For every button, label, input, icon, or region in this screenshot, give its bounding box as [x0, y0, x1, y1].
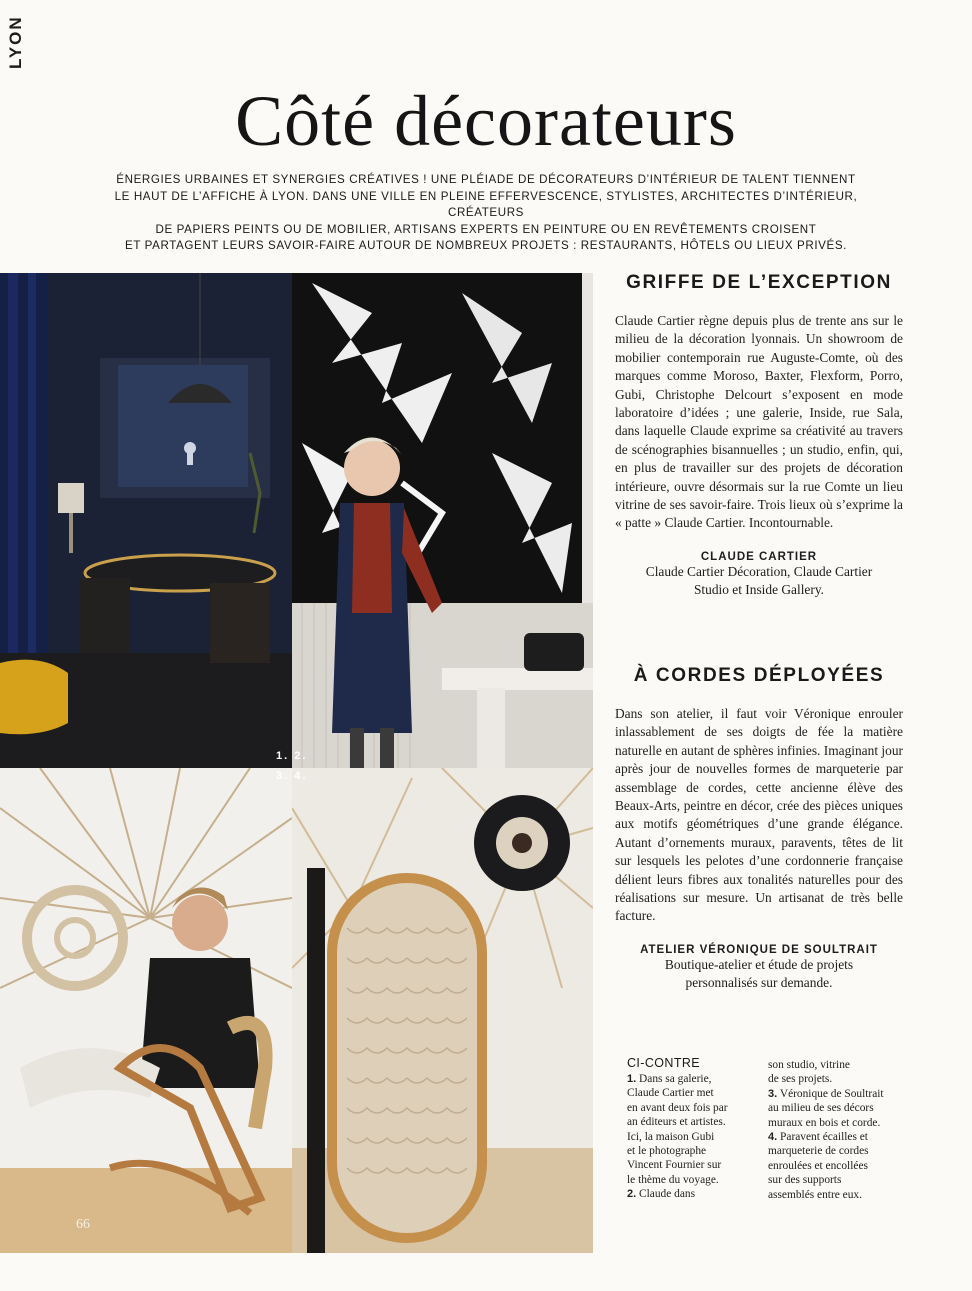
caption-line: Claude Cartier met	[627, 1087, 714, 1100]
deck-line: ÉNERGIES URBAINES ET SYNERGIES CRÉATIVES ! UNE PLÉIADE DE DÉCORATEURS D’INTÉRIEUR DE TALENT TIENNENT	[116, 173, 856, 186]
photo-captions	[627, 1056, 897, 1201]
caption-heading: CI-CONTRE	[627, 1056, 701, 1070]
article-body: Dans son atelier, il faut voir Véronique enrouler inlassablement de ses doigts de fée la matière naturelle en autant de sphères infinies. Imaginant jour après jour de nouvelles formes de marqueterie par assemblage de cordes, cette ancienne élève des Beaux-Arts, peintre en décor, crée des pièces uniques aux motifs géométriques d’une grande élégance. Autant d’ornements muraux, paravents, têtes de lit sur lesquels les pelotes d’une cordonnerie française délient leurs fibres aux tonalités naturelles pour des réalisations sur mesure. Un artisanat de très belle facture.	[615, 706, 903, 924]
photo-index-bottom: 3. 4.	[276, 770, 308, 782]
deck	[100, 172, 872, 255]
caption-line: 2. Claude dans	[627, 1188, 696, 1201]
article-title: GRIFFE DE L’EXCEPTION	[626, 272, 892, 293]
article-title: À CORDES DÉPLOYÉES	[633, 665, 885, 686]
caption-line: 3. Véronique de Soultrait	[768, 1087, 884, 1100]
page-number: 66	[76, 1217, 90, 1232]
caption-line: muraux en bois et corde.	[768, 1116, 881, 1129]
caption-line: Ici, la maison Gubi	[627, 1130, 715, 1143]
credit-line: Claude Cartier Décoration, Claude Cartier	[645, 563, 873, 579]
caption-line: sur des supports	[768, 1174, 842, 1187]
credit-line: Boutique-atelier et étude de projets	[664, 956, 854, 972]
credit-name: ATELIER VÉRONIQUE DE SOULTRAIT	[640, 943, 878, 956]
caption-column-2	[768, 1058, 903, 1202]
section-tag: LYON	[6, 15, 25, 69]
credit-line: personnalisés sur demande.	[685, 975, 833, 991]
caption-line: 4. Paravent écailles et	[768, 1131, 868, 1144]
credit-line: Studio et Inside Gallery.	[693, 582, 825, 598]
deck-line: DE PAPIERS PEINTS OU DE MOBILIER, ARTISANS EXPERTS EN PEINTURE OU EN REVÊTEMENTS CROISENT	[155, 222, 817, 236]
photo-claude-cartier	[292, 273, 593, 768]
caption-column-1	[627, 1072, 757, 1202]
caption-line: et le photographe	[627, 1145, 707, 1158]
credit-name: CLAUDE CARTIER	[700, 550, 818, 563]
photo-index-top: 1. 2.	[276, 750, 308, 762]
caption-line: Vincent Fournier sur	[627, 1159, 722, 1172]
deck-line: ET PARTAGENT LEURS SAVOIR-FAIRE AUTOUR DE NOMBREUX PROJETS : RESTAURANTS, HÔTELS OU LIEUX PRIVÉS.	[125, 239, 847, 252]
caption-line: an éditeurs et artistes.	[627, 1116, 726, 1129]
headline: Côté décorateurs	[235, 81, 737, 161]
photo-gallery-interior	[0, 273, 292, 768]
caption-line: enroulées et encollées	[768, 1159, 868, 1172]
caption-line: au milieu de ses décors	[768, 1102, 874, 1115]
article-cordes	[615, 665, 903, 993]
deck-line: LE HAUT DE L’AFFICHE À LYON. DANS UNE VILLE EN PLEINE EFFERVESCENCE, STYLISTES, ARCHITECTES D’INTÉRIEUR, CRÉATEURS	[114, 189, 858, 219]
photo-veronique-de-soultrait	[0, 768, 292, 1253]
caption-line: assemblés entre eux.	[768, 1188, 862, 1201]
article-body: Claude Cartier règne depuis plus de trente ans sur le milieu de la décoration lyonnais. Un showroom de mobilier contemporain rue Auguste-Comte, où des marques comme Moroso, Baxter, Flexform, Porro, Gubi, Christophe Delcourt s’exposent en mode laboratoire d’idées ; une galerie, Inside, rue Sala, dans laquelle Claude exprime sa créativité au travers de scénographies bisannuelles ; un studio, enfin, qui, en plus de travailler sur des projets de décoration intérieure, ouvre désormais sur la rue Comte un lieu vitrine de ses savoir-faire. Trois lieux où s’exprime la « patte » Claude Cartier. Incontournable.	[615, 313, 903, 531]
caption-line: le thème du voyage.	[627, 1173, 719, 1186]
caption-line: son studio, vitrine	[768, 1059, 850, 1071]
caption-line: 1. Dans sa galerie,	[627, 1073, 712, 1085]
article-griffe	[615, 272, 903, 600]
caption-line: marqueterie de cordes	[768, 1145, 869, 1158]
caption-line: de ses projets.	[768, 1073, 833, 1086]
photo-paravent-ecailles	[292, 768, 593, 1253]
caption-line: en avant deux fois par	[627, 1101, 728, 1114]
